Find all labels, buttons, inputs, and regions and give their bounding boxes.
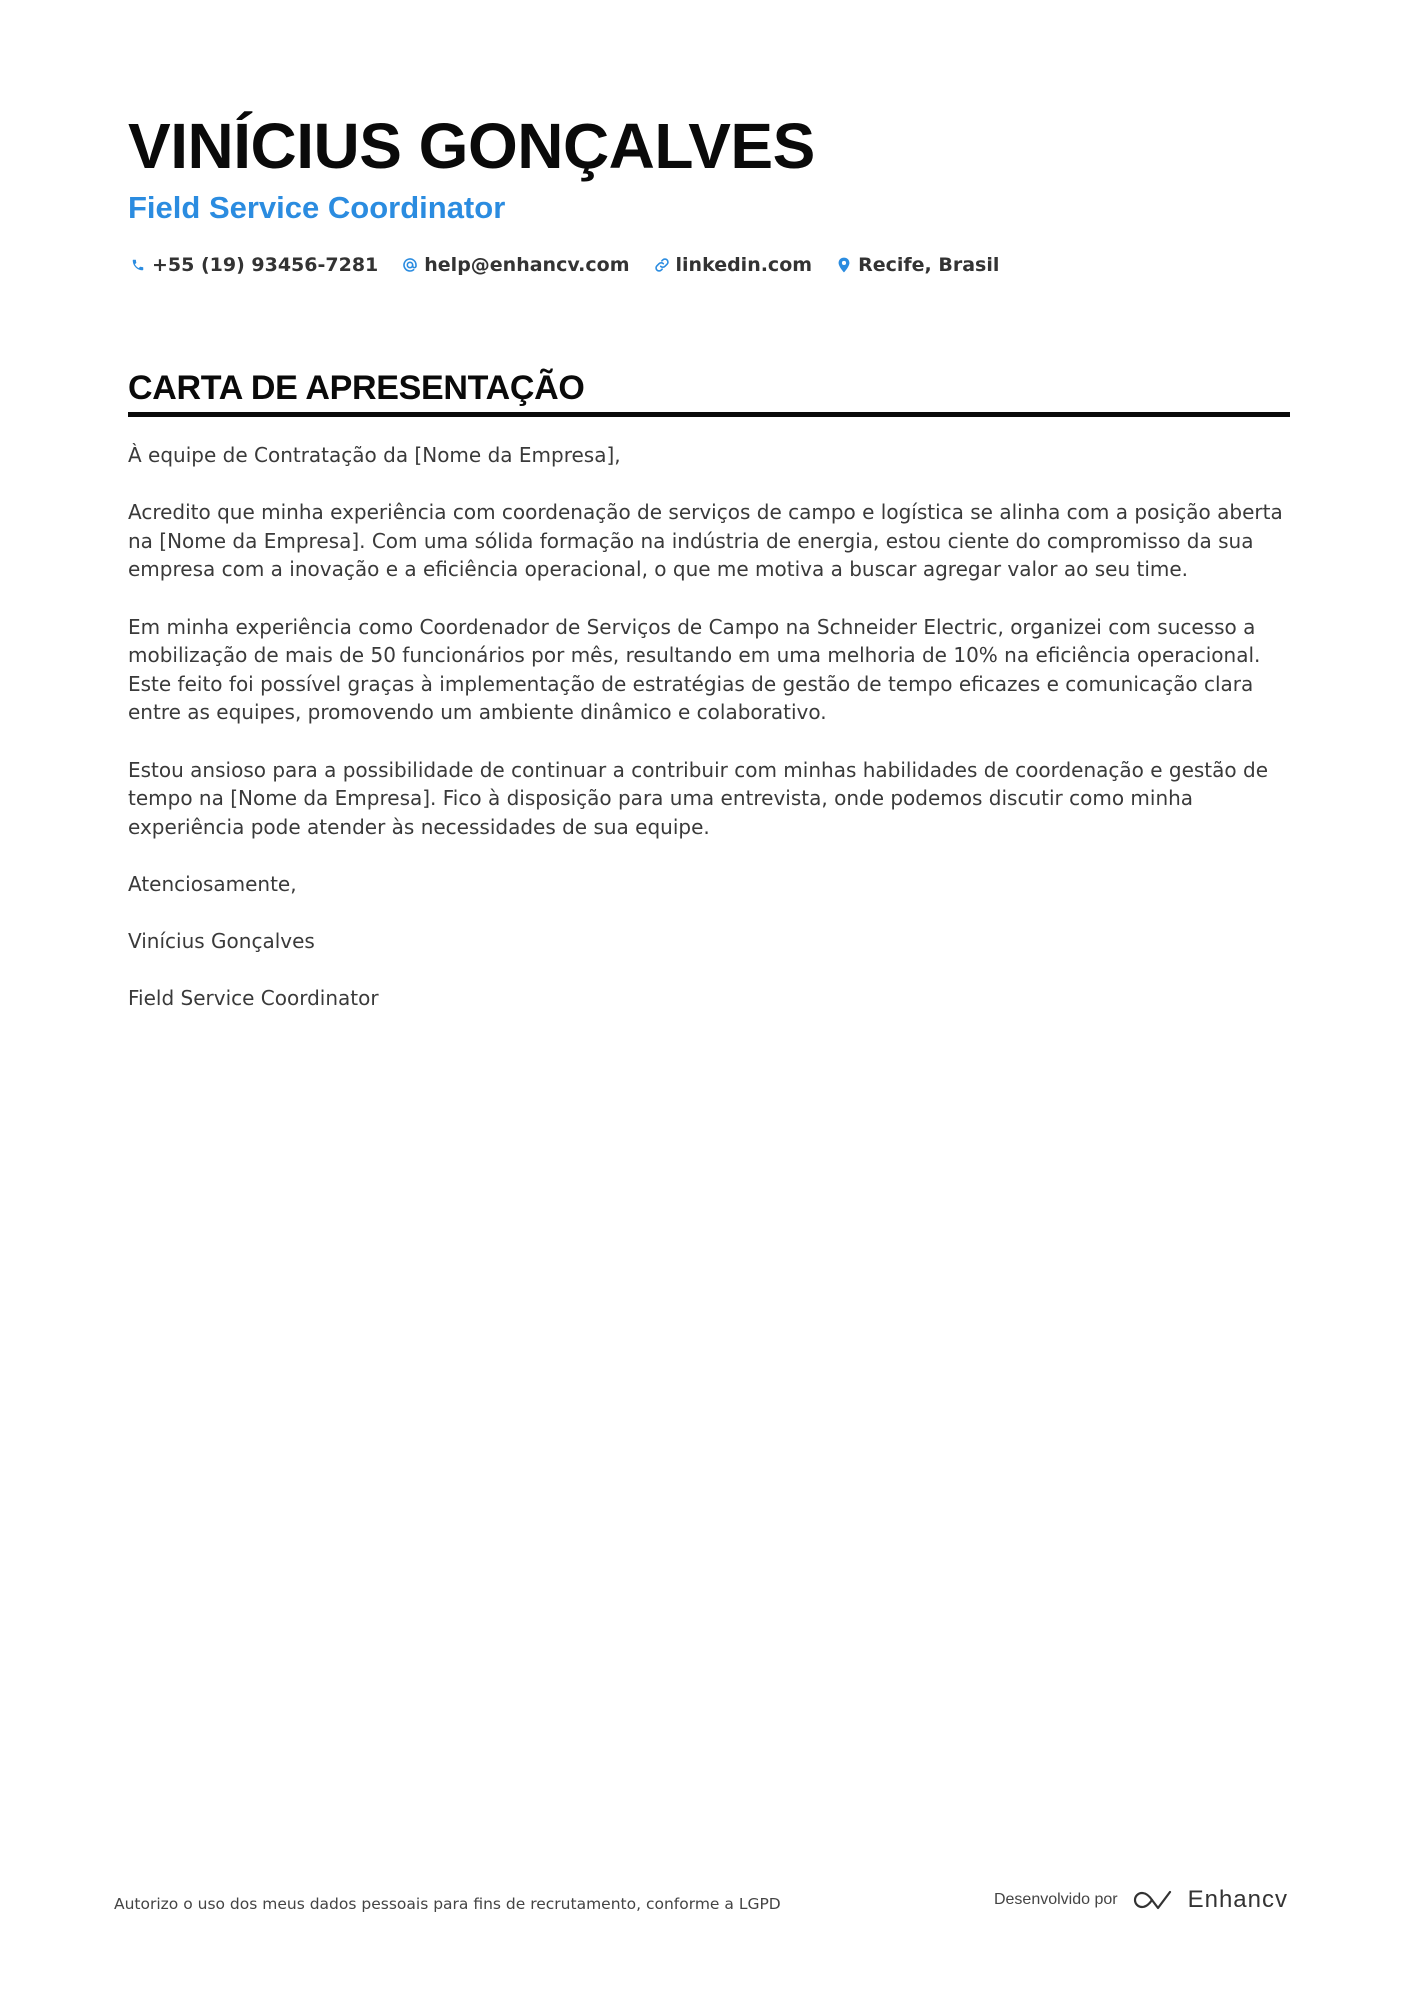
closing: Atenciosamente, [128,871,297,896]
contact-location [834,254,999,276]
link-text[interactable]: linkedin.com [675,254,813,276]
location-pin-icon [834,255,854,275]
letter-body [128,441,1290,1013]
letter-paragraph: Em minha experiência como Coordenador de Serviços de Campo na Schneider Electric, organizei com sucesso a mobilização de mais de 50 funcionários por mês, resultando em uma melhoria de 10% na eficiência operacional. Este feito foi possível graças à implementação de estratégias de gestão de tempo eficazes e comunicação clara entre as equipes, promovendo um ambiente dinâmico e colaborativo. [128,614,1261,725]
brand-name: Enhancv [1187,1886,1288,1913]
signature-role: Field Service Coordinator [128,986,379,1011]
enhancv-logo-icon [1130,1888,1176,1912]
consent-note: Autorizo o uso dos meus dados pessoais para fins de recrutamento, conforme a LGPD [114,1895,781,1913]
candidate-role: Field Service Coordinator [128,190,506,225]
section-title: CARTA DE APRESENTAÇÃO [128,368,1290,417]
phone-icon [128,255,148,275]
salutation: À equipe de Contratação da [Nome da Empresa], [128,443,621,467]
letter-paragraph: Estou ansioso para a possibilidade de continuar a contribuir com minhas habilidades de coordenação e gestão de tempo na [Nome da Empresa]. Fico à disposição para uma entrevista, onde podemos discutir como minha experiência pode atender às necessidades de sua equipe. [128,757,1268,839]
letter-paragraph: Acredito que minha experiência com coordenação de serviços de campo e logística se alinha com a posição aberta na [Nome da Empresa]. Com uma sólida formação na indústria de energia, estou ciente do compromisso da sua empresa com a inovação e a eficiência operacional, o que me motiva a buscar agregar valor ao seu time. [128,500,1283,582]
contact-email[interactable] [400,254,629,276]
link-icon [652,255,672,275]
signature-name: Vinícius Gonçalves [128,929,315,954]
built-by-label: Desenvolvido por [993,1891,1118,1908]
at-icon [400,255,420,275]
contact-link[interactable] [652,254,813,276]
email-text[interactable]: help@enhancv.com [424,254,630,276]
resume-header [128,108,1288,276]
candidate-name: VINÍCIUS GONÇALVES [128,110,815,182]
phone-text: +55 (19) 93456-7281 [152,254,379,276]
contact-phone [128,254,378,276]
powered-by[interactable] [994,1886,1288,1914]
cover-letter-section [128,368,1290,1041]
contact-bar [128,254,1288,276]
location-text: Recife, Brasil [858,254,1000,276]
